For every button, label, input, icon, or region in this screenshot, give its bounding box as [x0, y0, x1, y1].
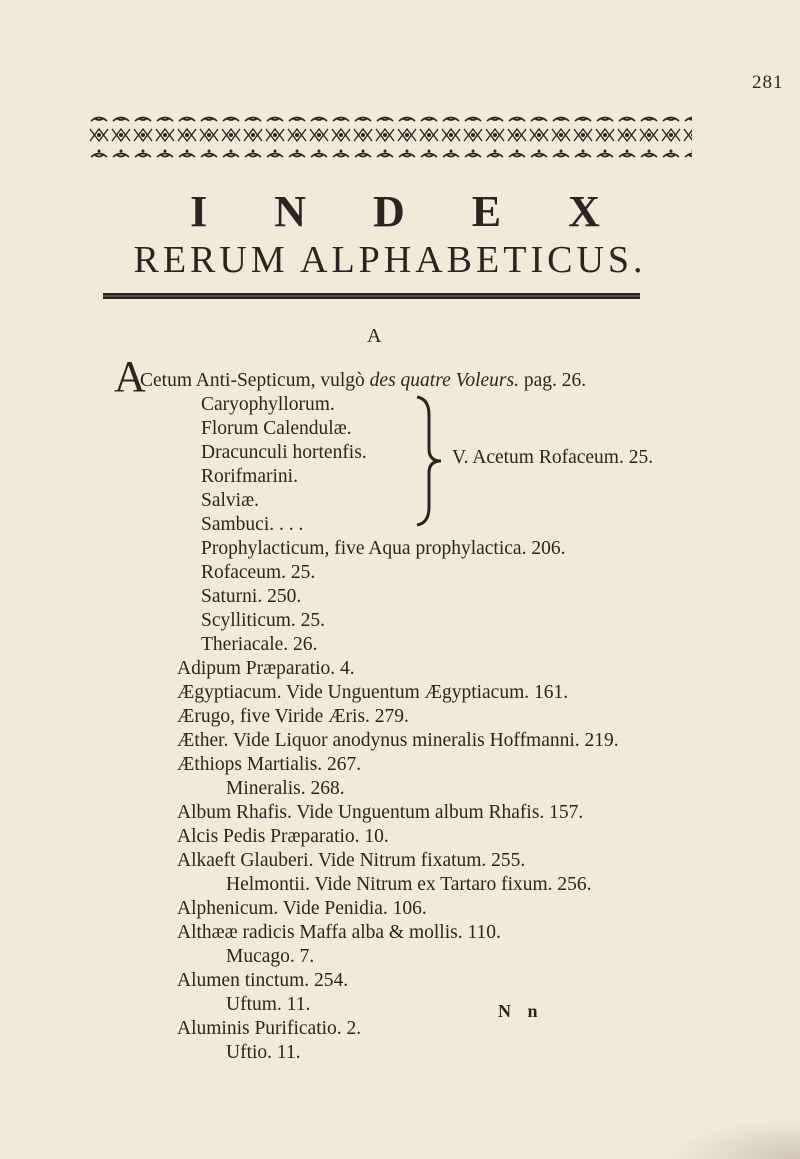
index-entry: Album Rhafis. Vide Unguentum album Rhafis. 157.: [177, 802, 584, 823]
index-entry: Rofaceum. 25.: [201, 562, 316, 583]
index-entry: Theriacale. 26.: [201, 634, 318, 655]
title-rule: [103, 293, 640, 299]
section-letter: A: [367, 325, 382, 347]
index-entry: Adipum Præparatio. 4.: [177, 658, 355, 679]
index-entry: Althææ radicis Maffa alba & mollis. 110.: [177, 922, 501, 943]
index-entry: Salviæ.: [201, 490, 259, 511]
index-entry: Alphenicum. Vide Penidia. 106.: [177, 898, 427, 919]
brace-reference: V. Acetum Rofaceum. 25.: [452, 447, 654, 468]
index-entry: Mineralis. 268.: [226, 778, 345, 799]
index-entry: Æther. Vide Liquor anodynus mineralis Hoffmanni. 219.: [177, 730, 619, 751]
catchword: N n: [498, 1001, 544, 1021]
entry-text: Cetum Anti-Septicum, vulgò: [140, 370, 370, 391]
drop-cap: A: [114, 352, 146, 401]
index-entry: Dracunculi hortenfis.: [201, 442, 367, 463]
index-entry: Ægyptiacum. Vide Unguentum Ægyptiacum. 161.: [177, 682, 569, 703]
index-entry: Rorifmarini.: [201, 466, 298, 487]
index-entry: Prophylacticum, five Aqua prophylactica. 206.: [201, 538, 566, 559]
index-entry: Florum Calendulæ.: [201, 418, 352, 439]
page-number: 281: [752, 72, 784, 93]
page-stain: [670, 1119, 800, 1159]
index-entry: Sambuci. . . .: [201, 514, 304, 535]
index-entry: Alcis Pedis Præparatio. 10.: [177, 826, 389, 847]
index-entry: Scylliticum. 25.: [201, 610, 326, 631]
index-subtitle: RERUM ALPHABETICUS.: [133, 239, 647, 281]
index-entry: [140, 369, 586, 393]
entry-italic: des quatre Voleurs.: [369, 370, 519, 391]
index-entry: Uftio. 11.: [226, 1042, 301, 1063]
index-entry: Alkaeft Glauberi. Vide Nitrum fixatum. 255.: [177, 850, 526, 871]
index-entry: Æthiops Martialis. 267.: [177, 754, 362, 775]
index-entry: Saturni. 250.: [201, 586, 302, 607]
entry-page: pag. 26.: [518, 370, 587, 391]
index-entry: Alumen tinctum. 254.: [177, 970, 349, 991]
index-title: I N D E X: [190, 187, 628, 236]
index-entry: Aluminis Purificatio. 2.: [177, 1018, 362, 1039]
index-entry: Uftum. 11.: [226, 994, 311, 1015]
index-entry: Mucago. 7.: [226, 946, 315, 967]
ornamental-headpiece: [88, 113, 692, 165]
index-entry: Ærugo, five Viride Æris. 279.: [177, 706, 409, 727]
right-brace: [414, 395, 444, 527]
index-entry: Helmontii. Vide Nitrum ex Tartaro fixum. 256.: [226, 874, 592, 895]
index-entry: Caryophyllorum.: [201, 394, 335, 415]
